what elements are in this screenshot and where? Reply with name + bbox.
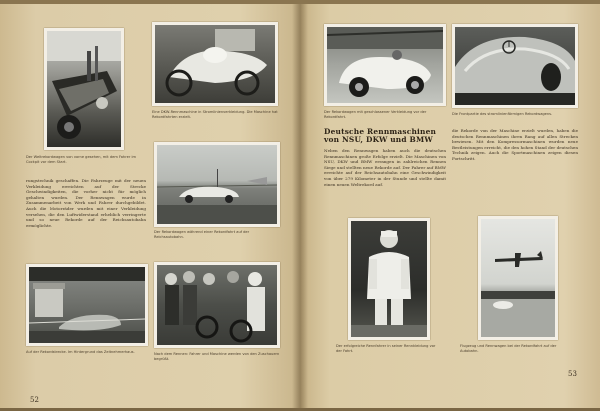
book-top-edge: [0, 0, 600, 4]
chapter-heading: Deutsche Rennmaschinen von NSU, DKW und BMW: [324, 127, 437, 145]
right-body-text-right: die Rekorde von der Maschine erzielt wurden, haben die deutschen Rennmaschinen ihren Rang auf allen Strecken bewiesen. Mit den Kompressormaschinen wurden neue Bestleistungen erreicht, die den hohen Stand der deutschen Technik zeigen. Auch die Sportmaschinen zeigen diesen Fortschritt.: [452, 128, 578, 161]
caption-mercedes-front: Die Frontpartie des stromlinienförmigen Rekordwagens.: [452, 112, 553, 116]
right-page: [300, 0, 600, 411]
photo-crowd-motorcycle: [154, 262, 280, 348]
photo-white-record-car: [324, 24, 446, 106]
photo-mercedes-front: [452, 24, 578, 108]
photo-car-at-building: [26, 264, 148, 346]
caption-streamlined-motorcycle: Eine DKW-Rennmaschine in Stromlinienverkleidung. Die Maschine hat Rekordfahrten erzielt.: [152, 110, 278, 119]
caption-record-car-cockpit: Der Weltrekordwagen von vorne gesehen, mit dem Fahrer im Cockpit vor dem Start.: [26, 155, 136, 164]
photo-rider-portrait: [348, 218, 430, 340]
photo-plane-and-car: [478, 216, 558, 340]
caption-crowd-motorcycle: Nach dem Rennen: Fahrer und Maschine werden von den Zuschauern begrüßt.: [154, 352, 280, 361]
left-body-text: rungstechnik geschaffen. Die Fahrzeuge mit der neuen Verkleidung erreichten auf der Strecke Geschwindigkeiten, die vorher nicht für möglich gehalten wurden. Der Rennwagen wurde in Zusammenarbeit von Werk und Fahrer durchgebildet. Auch die Motorräder wurden mit einer Verkleidung versehen, die den Luftwiderstand erheblich verringerte und so neue Rekorde auf der Reichsautobahn ermöglichte.: [26, 178, 146, 228]
right-page-number: 53: [568, 370, 577, 378]
left-page-number: 52: [30, 396, 39, 404]
right-body-text-left: Neben den Rennwagen haben auch die deutschen Rennmaschinen große Erfolge erzielt. Die Maschinen von NSU, DKW und BMW errangen in zahlreichen Rennen Siege und stellten neue Rekorde auf. Der Fahrer auf BMW erreichte auf der Reichsautobahn eine Geschwindigkeit von über 279 Kilometer in der Stunde und stellte damit einen neuen Weltrekord auf.: [324, 148, 446, 187]
book-gutter: [292, 0, 308, 411]
caption-rider-portrait: Der erfolgreiche Rennfahrer in seiner Rennkleidung vor der Fahrt.: [336, 344, 436, 353]
caption-plane-and-car: Flugzeug und Rennwagen bei der Rekordfahrt auf der Autobahn.: [460, 344, 557, 353]
photo-record-car-cockpit: [44, 28, 124, 150]
caption-streamlined-car-track: Der Rekordwagen während einer Rekordfahrt auf der Reichsautobahn.: [154, 230, 250, 239]
caption-car-at-building: Auf der Rekordstrecke. Im Hintergrund das Zeitnehmerhaus.: [26, 350, 135, 354]
photo-streamlined-car-track: [154, 142, 280, 227]
caption-white-record-car: Der Rekordwagen mit geschlossener Verkleidung vor der Rekordfahrt.: [324, 110, 427, 119]
photo-streamlined-motorcycle: [152, 22, 278, 106]
